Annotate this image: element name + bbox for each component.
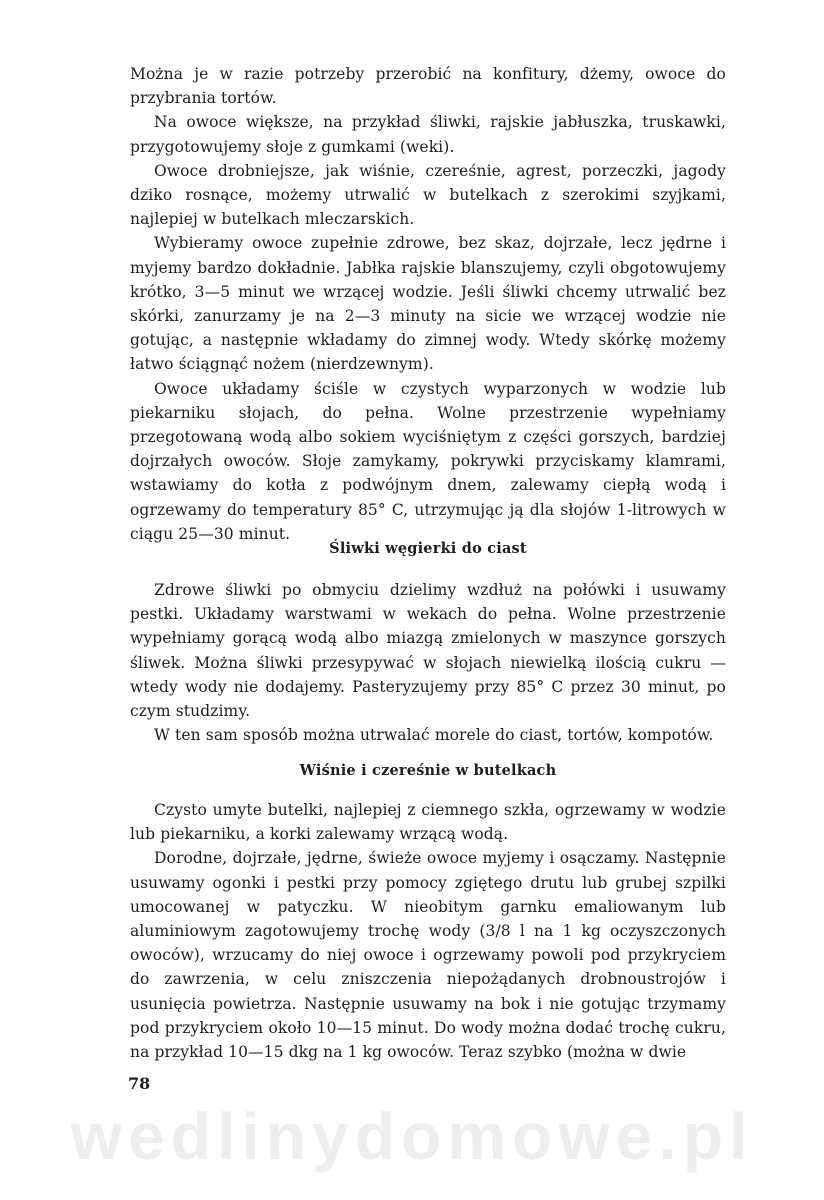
watermark: wedlinydomowe.pl — [70, 1099, 754, 1173]
paragraph: Czysto umyte butelki, najlepiej z ciemnego szkła, ogrzewamy w wodzie lub piekarniku, a korki zalewamy wrzącą wodą. — [130, 801, 726, 844]
paragraph: Można je w razie potrzeby przerobić na konfitury, dżemy, owoce do przybrania tortów. — [130, 65, 726, 108]
plums-section — [130, 578, 726, 747]
paragraph: Owoce drobniejsze, jak wiśnie, czereśnie, agrest, porzeczki, jagody dziko rosnące, możemy utrwalić w butelkach z szerokimi szyjkami, najlepiej w butelkach mleczarskich. — [130, 161, 726, 229]
section-heading-cherries: Wiśnie i czereśnie w butelkach — [299, 762, 557, 779]
page-number: 78 — [128, 1074, 151, 1093]
paragraph: Dorodne, dojrzałe, jędrne, świeże owoce myjemy i osączamy. Następnie usuwamy ogonki i pestki przy pomocy zgiętego drutu lub grubej szpilki umocowanej w patyczku. W nieobitym garnku emaliowanym lub aluminiowym zagotowujemy trochę wody (3/8 l na 1 kg oczyszczonych owoców), wrzucamy do niej owoce i ogrzewamy powoli pod przykryciem do zawrzenia, w celu zniszczenia niepożądanych drobnoustrojów i usunięcia powietrza. Następnie usuwamy na bok i nie gotując trzymamy pod przykryciem około 10—15 minut. Do wody można dodać trochę cukru, na przykład 10—15 dkg na 1 kg owoców. Teraz szybko (można w dwie — [130, 849, 726, 1062]
paragraph: W ten sam sposób można utrwalać morele do ciast, tortów, kompotów. — [154, 726, 714, 745]
paragraph: Na owoce większe, na przykład śliwki, rajskie jabłuszka, truskawki, przygotowujemy słoje z gumkami (weki). — [130, 113, 726, 156]
intro-section — [130, 62, 726, 546]
paragraph: Owoce układamy ściśle w czystych wyparzonych w wodzie lub piekarniku słojach, do pełna. Wolne przestrzenie wypełniamy przegotowaną wodą albo sokiem wyciśniętym z części gorszych, bardziej dojrzałych owoców. Słoje zamykamy, pokrywki przyciskamy klamrami, wstawiamy do kotła z podwójnym dnem, zalewamy ciepłą wodą i ogrzewamy do temperatury 85° C, utrzymując ją dla słojów 1-litrowych w ciągu 25—30 minut. — [130, 379, 726, 543]
paragraph: Wybieramy owoce zupełnie zdrowe, bez skaz, dojrzałe, lecz jędrne i myjemy bardzo dokładnie. Jabłka rajskie blanszujemy, czyli obgotowujemy krótko, 3—5 minut we wrzącej wodzie. Jeśli śliwki chcemy utrwalić bez skórki, zanurzamy je na 2—3 minuty na sicie we wrzącej wodzie nie gotując, a następnie wkładamy do zimnej wody. Wtedy skórkę możemy łatwo ściągnąć nożem (nierdzewnym). — [130, 234, 726, 374]
cherries-section — [130, 798, 726, 1064]
paragraph: Zdrowe śliwki po obmyciu dzielimy wzdłuż na połówki i usuwamy pestki. Układamy warstwami w wekach do pełna. Wolne przestrzenie wypełniamy gorącą wodą albo miazgą zmielonych w maszynce gorszych śliwek. Można śliwki przesypywać w słojach niewielką ilością cukru — wtedy wody nie dodajemy. Pasteryzujemy przy 85° C przez 30 minut, po czym studzimy. — [130, 581, 726, 721]
section-heading-plums: Śliwki węgierki do ciast — [329, 540, 527, 557]
